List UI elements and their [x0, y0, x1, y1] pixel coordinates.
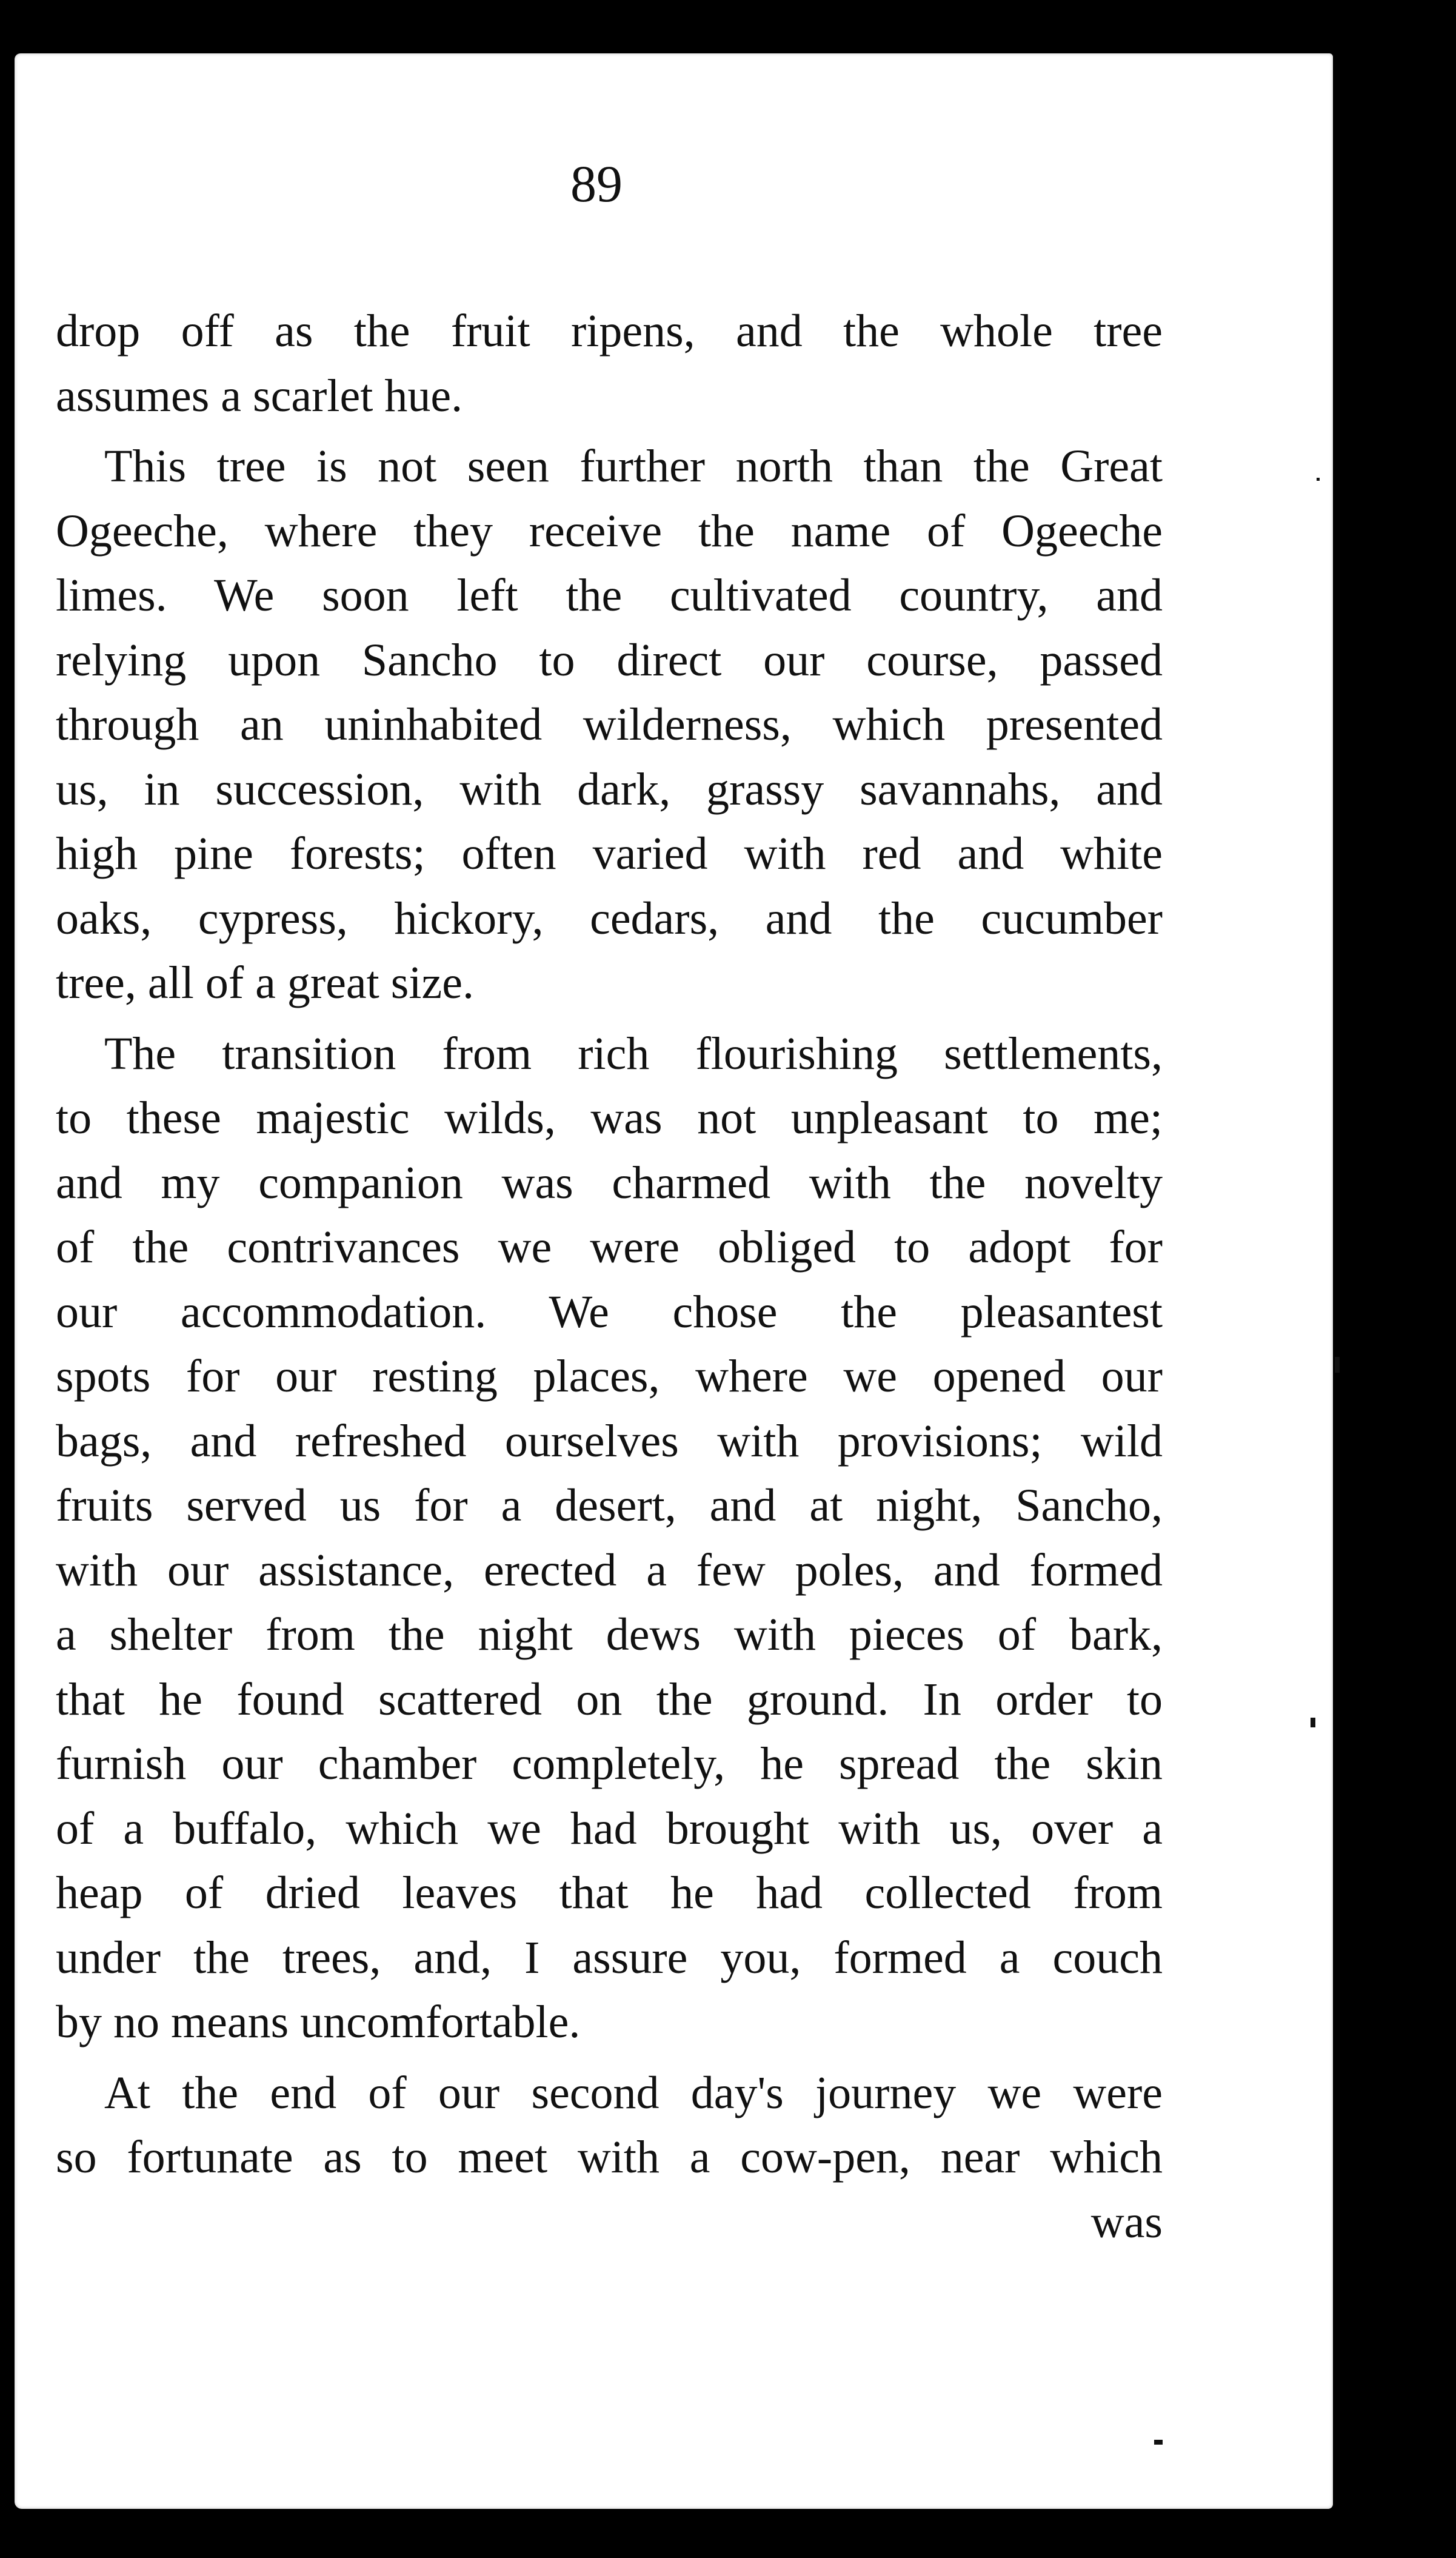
- text-line: Ogeeche, where they receive the name of Ogeeche: [56, 505, 1163, 557]
- text-line: limes. We soon left the cultivated country, and: [56, 570, 1163, 621]
- text-line: assumes a scarlet hue.: [56, 370, 463, 421]
- scan-speck: [1154, 2440, 1163, 2445]
- scan-speck: [1335, 1357, 1340, 1373]
- text-line: that he found scattered on the ground. In order to: [56, 1673, 1163, 1725]
- text-line: spots for our resting places, where we opened our: [56, 1351, 1163, 1402]
- text-line: tree, all of a great size.: [56, 957, 474, 1008]
- text-line: to these majestic wilds, was not unpleasant to me;: [56, 1093, 1163, 1143]
- page-number: 89: [570, 155, 623, 213]
- catchword: was: [1090, 2196, 1163, 2248]
- text-line: so fortunate as to meet with a cow-pen, near which: [56, 2132, 1163, 2183]
- scan-speck: [1311, 1718, 1315, 1727]
- text-line: This tree is not seen further north than the Great: [104, 441, 1163, 492]
- book-page: [15, 53, 1333, 2509]
- text-line: bags, and refreshed ourselves with provisions; wild: [56, 1415, 1163, 1467]
- text-line: The transition from rich flourishing settlements,: [104, 1028, 1163, 1079]
- text-line: by no means uncomfortable.: [56, 1997, 581, 2047]
- text-line: of the contrivances we were obliged to adopt for: [56, 1222, 1163, 1273]
- text-line: fruits served us for a desert, and at night, Sancho,: [56, 1480, 1163, 1531]
- text-line: with our assistance, erected a few poles, and formed: [56, 1544, 1163, 1596]
- text-line: oaks, cypress, hickory, cedars, and the cucumber: [56, 892, 1163, 944]
- text-line: and my companion was charmed with the novelty: [56, 1157, 1163, 1208]
- text-line: under the trees, and, I assure you, formed a couch: [56, 1932, 1163, 1983]
- text-line: relying upon Sancho to direct our course, passed: [56, 634, 1163, 686]
- text-line: a shelter from the night dews with pieces of bark,: [56, 1609, 1163, 1660]
- scan-speck: [1317, 478, 1320, 481]
- text-line: drop off as the fruit ripens, and the whole tree: [56, 306, 1163, 357]
- text-line: of a buffalo, which we had brought with us, over a: [56, 1803, 1163, 1854]
- text-line: At the end of our second day's journey we were: [104, 2067, 1163, 2118]
- text-line: heap of dried leaves that he had collected from: [56, 1867, 1163, 1918]
- text-line: furnish our chamber completely, he spread the skin: [56, 1738, 1163, 1789]
- text-line: high pine forests; often varied with red and white: [56, 828, 1163, 879]
- text-line: us, in succession, with dark, grassy savannahs, and: [56, 763, 1163, 815]
- text-line: our accommodation. We chose the pleasantest: [56, 1286, 1163, 1338]
- body-text: [56, 299, 1163, 2254]
- text-line: through an uninhabited wilderness, which presented: [56, 699, 1163, 750]
